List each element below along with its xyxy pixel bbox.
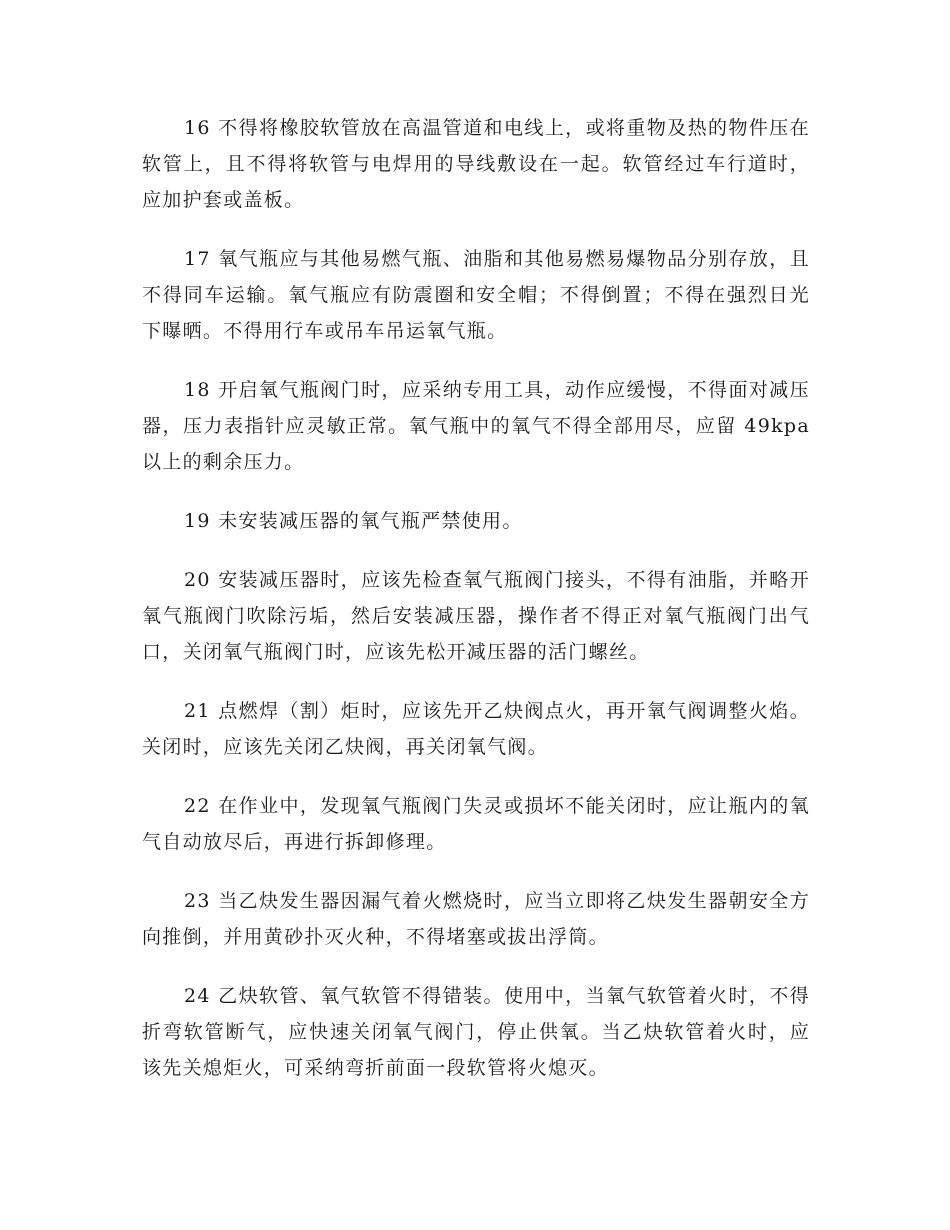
paragraph-23: 23 当乙炔发生器因漏气着火燃烧时，应当立即将乙炔发生器朝安全方向推倒，并用黄砂扑灭火种，不得堵塞或拔出浮筒。: [142, 890, 810, 948]
paragraph-21: 21 点燃焊（割）炬时，应该先开乙炔阀点火，再开氧气阀调整火焰。关闭时，应该先关闭乙炔阀，再关闭氧气阀。: [142, 700, 810, 758]
paragraph-19: 19 未安装减压器的氧气瓶严禁使用。: [184, 510, 523, 532]
paragraph-17: 17 氧气瓶应与其他易燃气瓶、油脂和其他易燃易爆物品分别存放，且不得同车运输。氧气瓶应有防震圈和安全帽；不得倒置；不得在强烈日光下曝晒。不得用行车或吊车吊运氧气瓶。: [142, 248, 810, 342]
paragraph-20: 20 安装减压器时，应该先检查氧气瓶阀门接头，不得有油脂，并略开氧气瓶阀门吹除污垢，然后安装减压器，操作者不得正对氧气瓶阀门出气口，关闭氧气瓶阀门时，应该先松开减压器的活门螺丝。: [142, 569, 810, 663]
paragraph-16: 16 不得将橡胶软管放在高温管道和电线上，或将重物及热的物件压在软管上，且不得将软管与电焊用的导线敷设在一起。软管经过车行道时，应加护套或盖板。: [142, 117, 810, 211]
paragraph-22: 22 在作业中，发现氧气瓶阀门失灵或损坏不能关闭时，应让瓶内的氧气自动放尽后，再进行拆卸修理。: [142, 795, 810, 853]
paragraph-24: 24 乙炔软管、氧气软管不得错装。使用中，当氧气软管着火时，不得折弯软管断气，应快速关闭氧气阀门，停止供氧。当乙炔软管着火时，应该先关熄炬火，可采纳弯折前面一段软管将火熄灭。: [142, 985, 810, 1079]
paragraph-18: 18 开启氧气瓶阀门时，应采纳专用工具，动作应缓慢，不得面对减压器，压力表指针应灵敏正常。氧气瓶中的氧气不得全部用尽，应留 49kpa 以上的剩余压力。: [142, 379, 810, 473]
document-page: [142, 110, 810, 1109]
